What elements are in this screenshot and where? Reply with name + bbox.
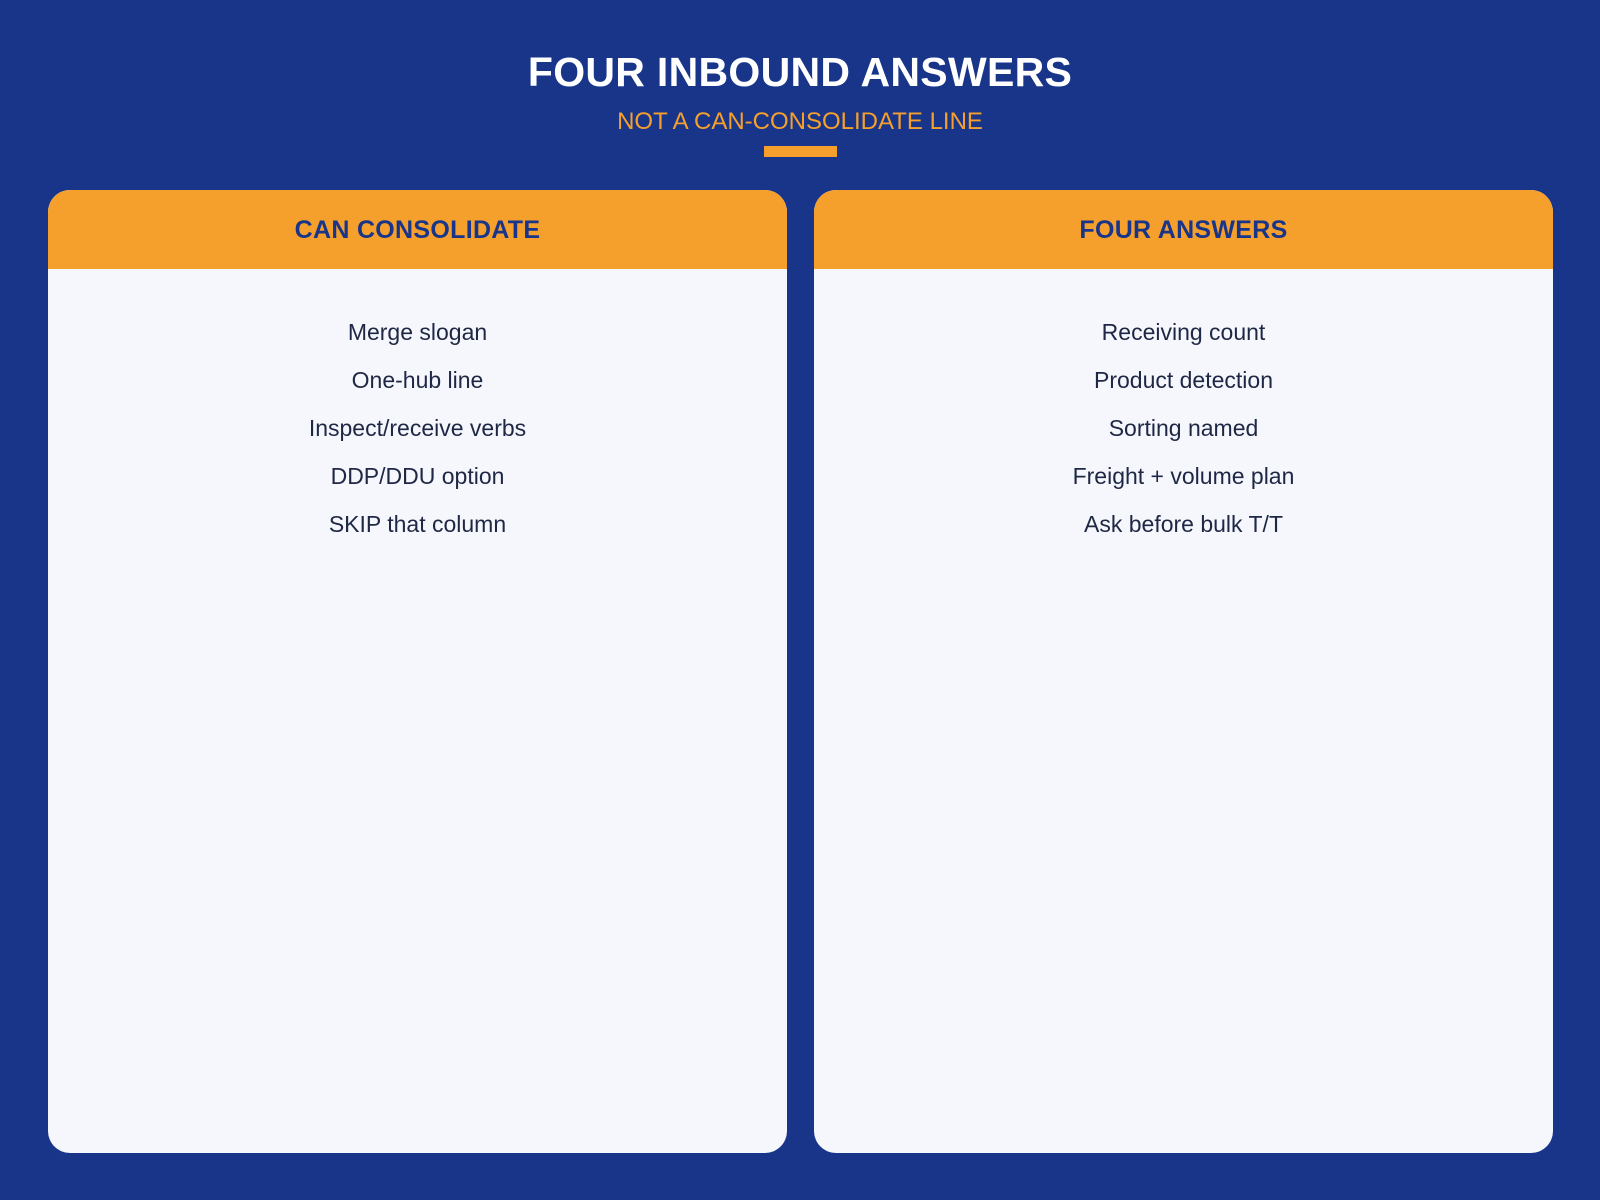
can-consolidate-item-skip-that-column: SKIP that column: [328, 511, 507, 537]
can-consolidate-panel-header: [48, 190, 787, 269]
four-answers-item-product-detection: Product detection: [1093, 367, 1273, 393]
four-answers-item-receiving-count: Receiving count: [1101, 319, 1266, 345]
can-consolidate-item-inspect-receive-verbs: Inspect/receive verbs: [308, 415, 527, 441]
four-answers-panel-title: FOUR ANSWERS: [1079, 215, 1288, 244]
title-accent-divider: [764, 146, 837, 157]
four-answers-item-sorting-named: Sorting named: [1108, 415, 1259, 441]
can-consolidate-panel: [48, 190, 787, 1153]
page-subtitle: NOT A CAN-CONSOLIDATE LINE: [617, 108, 983, 135]
can-consolidate-item-one-hub-line: One-hub line: [351, 367, 484, 393]
page-title: FOUR INBOUND ANSWERS: [527, 49, 1073, 95]
four-answers-item-ask-before-bulk-tt: Ask before bulk T/T: [1084, 511, 1283, 537]
can-consolidate-panel-title: CAN CONSOLIDATE: [294, 215, 541, 244]
four-answers-panel: [814, 190, 1553, 1153]
can-consolidate-item-ddp-ddu-option: DDP/DDU option: [330, 463, 505, 489]
can-consolidate-list: [48, 269, 787, 548]
four-answers-panel-header: [814, 190, 1553, 269]
four-answers-list: [814, 269, 1553, 548]
can-consolidate-item-merge-slogan: Merge slogan: [347, 319, 488, 345]
four-answers-item-freight-volume-plan: Freight + volume plan: [1072, 463, 1295, 489]
